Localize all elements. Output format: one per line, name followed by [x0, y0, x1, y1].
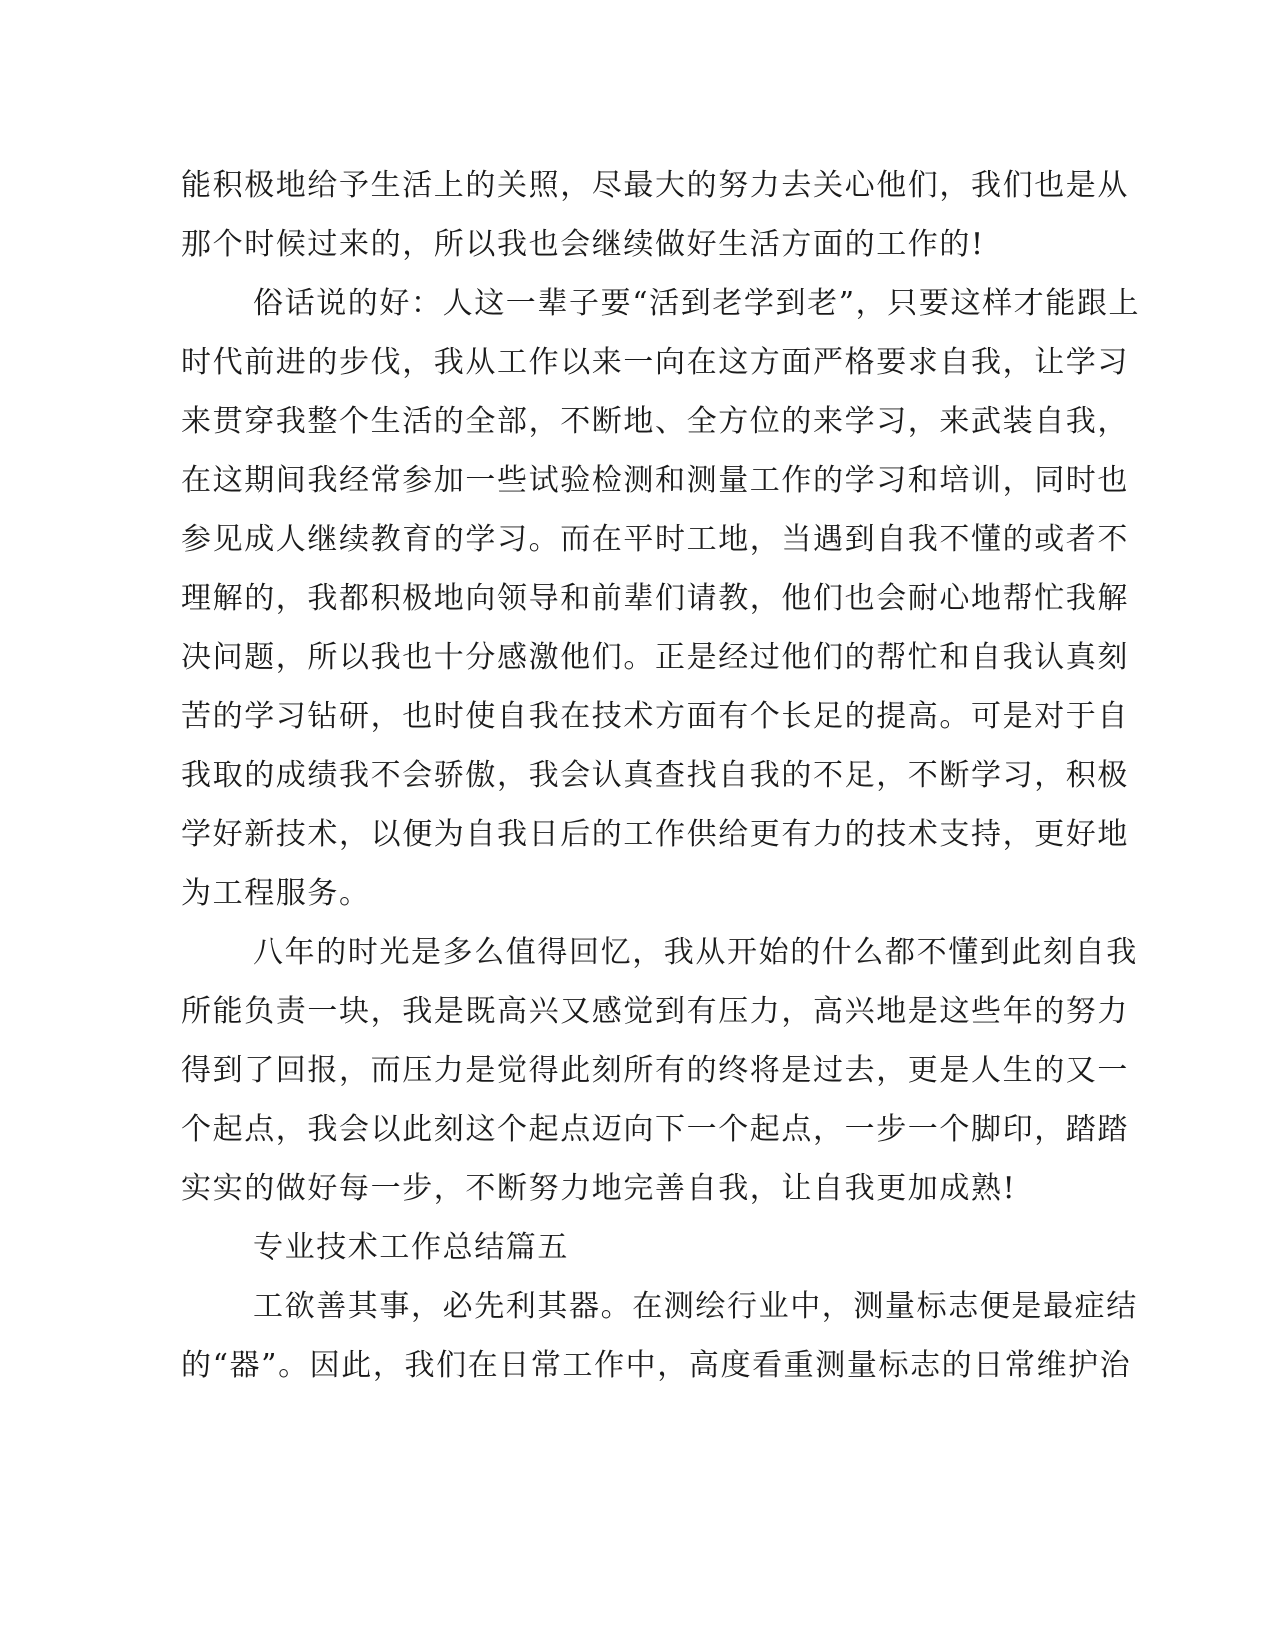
paragraph-start-line: 八年的时光是多么值得回忆，我从开始的什么都不懂到此刻自我 — [253, 935, 1138, 970]
text-line: 苦的学习钻研，也时使自我在技术方面有个长足的提高。可是对于自 — [181, 699, 1129, 734]
paragraph-start-line: 俗话说的好：人这一辈子要“活到老学到老”，只要这样才能跟上 — [253, 286, 1141, 321]
text-line: 理解的，我都积极地向领导和前辈们请教，他们也会耐心地帮忙我解 — [181, 581, 1129, 616]
text-line: 学好新技术，以便为自我日后的工作供给更有力的技术支持，更好地 — [181, 817, 1129, 852]
text-line: 在这期间我经常参加一些试验检测和测量工作的学习和培训，同时也 — [181, 463, 1129, 498]
text-line: 所能负责一块，我是既高兴又感觉到有压力，高兴地是这些年的努力 — [181, 994, 1129, 1029]
text-line: 来贯穿我整个生活的全部，不断地、全方位的来学习，来武装自我， — [181, 404, 1129, 439]
text-line: 实实的做好每一步，不断努力地完善自我，让自我更加成熟! — [181, 1171, 1017, 1206]
text-line: 那个时候过来的，所以我也会继续做好生活方面的工作的! — [181, 227, 985, 262]
text-line: 决问题，所以我也十分感激他们。正是经过他们的帮忙和自我认真刻 — [181, 640, 1129, 675]
text-line: 得到了回报，而压力是觉得此刻所有的终将是过去，更是人生的又一 — [181, 1053, 1129, 1088]
text-line: 个起点，我会以此刻这个起点迈向下一个起点，一步一个脚印，踏踏 — [181, 1112, 1129, 1147]
text-line: 参见成人继续教育的学习。而在平时工地，当遇到自我不懂的或者不 — [181, 522, 1129, 557]
document-body — [181, 156, 1141, 1395]
paragraph-start-line: 工欲善其事，必先利其器。在测绘行业中，测量标志便是最症结 — [253, 1289, 1138, 1324]
text-line: 时代前进的步伐，我从工作以来一向在这方面严格要求自我，让学习 — [181, 345, 1129, 380]
section-heading: 专业技术工作总结篇五 — [253, 1230, 569, 1265]
text-line: 为工程服务。 — [181, 876, 371, 911]
text-line: 我取的成绩我不会骄傲，我会认真查找自我的不足，不断学习，积极 — [181, 758, 1129, 793]
text-line: 的“器”。因此，我们在日常工作中，高度看重测量标志的日常维护治 — [181, 1348, 1132, 1383]
text-line: 能积极地给予生活上的关照，尽最大的努力去关心他们，我们也是从 — [181, 168, 1129, 203]
